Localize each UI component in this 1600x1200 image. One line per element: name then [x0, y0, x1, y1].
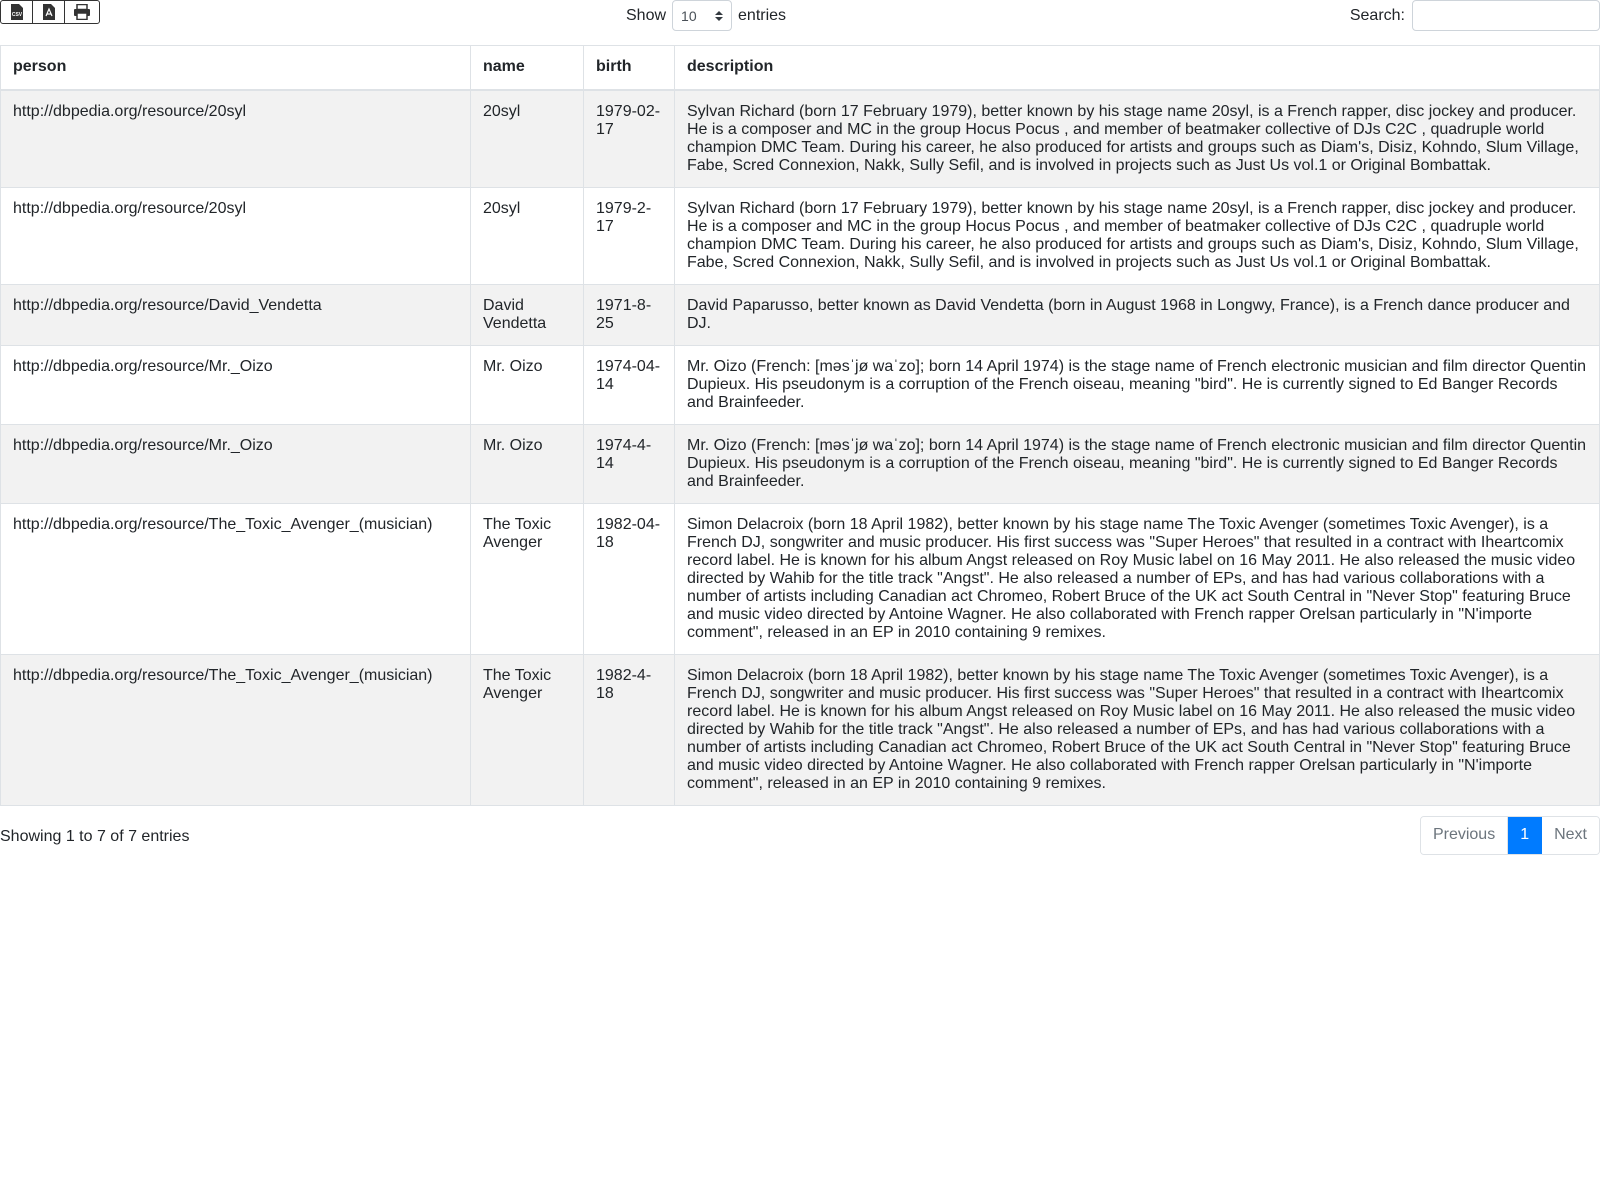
cell-birth: 1982-4-18: [584, 654, 675, 805]
table-row: [1, 424, 1600, 503]
cell-name: The Toxic Avenger: [471, 503, 584, 654]
cell-birth: 1974-04-14: [584, 345, 675, 424]
table-row: [1, 503, 1600, 654]
csv-export-button[interactable]: [1, 1, 33, 23]
cell-birth: 1979-02-17: [584, 90, 675, 188]
column-header-person[interactable]: person: [1, 46, 471, 90]
print-icon: [73, 4, 91, 20]
search-label: Search:: [1349, 6, 1405, 24]
cell-person: http://dbpedia.org/resource/Mr._Oizo: [1, 345, 471, 424]
pdf-export-button[interactable]: [33, 1, 65, 23]
table-row: [1, 90, 1600, 188]
cell-description: Mr. Oizo (French: [məsˈjø waˈzo]; born 14 April 1974) is the stage name of French electronic musician and film director Quentin Dupieux. His pseudonym is a corruption of the French oiseau, meaning "bird". He is currently signed to Ed Banger Records and Brainfeeder.: [675, 345, 1600, 424]
next-page-button[interactable]: Next: [1542, 817, 1599, 854]
cell-name: Mr. Oizo: [471, 424, 584, 503]
cell-name: 20syl: [471, 187, 584, 284]
cell-description: Simon Delacroix (born 18 April 1982), better known by his stage name The Toxic Avenger (sometimes Toxic Avenger), is a French DJ, songwriter and music producer. His first success was "Super Heroes" that resulted in a contract with Iheartcomix record label. He is known for his album Angst released on Roy Music label on 16 May 2011. He also released the music video directed by Wahib for the title track "Angst". He also released a number of EPs, and has had various collaborations with a number of artists including Canadian act Chromeo, Robert Bruce of the UK act South Central in "Never Stop" featuring Bruce and music video directed by Antoine Wagner. He also collaborated with French rapper Orelsan particularly in "N'importe comment", released in an EP in 2010 containing 9 remixes.: [675, 503, 1600, 654]
cell-name: 20syl: [471, 90, 584, 188]
svg-text:CSV: CSV: [11, 12, 22, 18]
search-input[interactable]: [1412, 0, 1600, 31]
table-row: [1, 284, 1600, 345]
show-label: Show: [626, 6, 667, 24]
entries-length-control: [626, 0, 786, 31]
page-1-button[interactable]: 1: [1508, 817, 1542, 854]
table-header-row: [1, 46, 1600, 90]
cell-description: David Paparusso, better known as David Vendetta (born in August 1968 in Longwy, France), is a French dance producer and DJ.: [675, 284, 1600, 345]
cell-name: David Vendetta: [471, 284, 584, 345]
export-button-group: [0, 0, 100, 24]
cell-description: Simon Delacroix (born 18 April 1982), better known by his stage name The Toxic Avenger (sometimes Toxic Avenger), is a French DJ, songwriter and music producer. His first success was "Super Heroes" that resulted in a contract with Iheartcomix record label. He is known for his album Angst released on Roy Music label on 16 May 2011. He also released the music video directed by Wahib for the title track "Angst". He also released a number of EPs, and has had various collaborations with a number of artists including Canadian act Chromeo, Robert Bruce of the UK act South Central in "Never Stop" featuring Bruce and music video directed by Antoine Wagner. He also collaborated with French rapper Orelsan particularly in "N'importe comment", released in an EP in 2010 containing 9 remixes.: [675, 654, 1600, 805]
column-header-name[interactable]: name: [471, 46, 584, 90]
column-header-birth[interactable]: birth: [584, 46, 675, 90]
table-footer: [0, 806, 1600, 866]
entries-length-select[interactable]: [672, 0, 732, 31]
cell-birth: 1979-2-17: [584, 187, 675, 284]
cell-person: http://dbpedia.org/resource/20syl: [1, 187, 471, 284]
select-caret-icon: [715, 11, 723, 21]
print-button[interactable]: [65, 1, 99, 23]
cell-birth: 1971-8-25: [584, 284, 675, 345]
entries-info: Showing 1 to 7 of 7 entries: [0, 827, 190, 845]
cell-person: http://dbpedia.org/resource/Mr._Oizo: [1, 424, 471, 503]
cell-birth: 1974-4-14: [584, 424, 675, 503]
cell-person: http://dbpedia.org/resource/20syl: [1, 90, 471, 188]
table-controls: [0, 0, 1600, 45]
table-row: [1, 654, 1600, 805]
cell-description: Sylvan Richard (born 17 February 1979), better known by his stage name 20syl, is a French rapper, disc jockey and producer. He is a composer and MC in the group Hocus Pocus , and member of beatmaker collective of DJs C2C , quadruple world champion DMC Team. During his career, he also produced for artists and groups such as Diam's, Disiz, Kohndo, Slum Village, Fabe, Scred Connexion, Nakk, Sully Sefil, and is involved in projects such as Just Us vol.1 or Original Bombattak.: [675, 90, 1600, 188]
search-control: [1350, 0, 1600, 31]
pagination: [1420, 816, 1600, 855]
table-row: [1, 345, 1600, 424]
column-header-description[interactable]: description: [675, 46, 1600, 90]
cell-description: Sylvan Richard (born 17 February 1979), better known by his stage name 20syl, is a French rapper, disc jockey and producer. He is a composer and MC in the group Hocus Pocus , and member of beatmaker collective of DJs C2C , quadruple world champion DMC Team. During his career, he also produced for artists and groups such as Diam's, Disiz, Kohndo, Slum Village, Fabe, Scred Connexion, Nakk, Sully Sefil, and is involved in projects such as Just Us vol.1 or Original Bombattak.: [675, 187, 1600, 284]
cell-name: Mr. Oizo: [471, 345, 584, 424]
csv-file-icon: [10, 4, 24, 20]
pdf-file-icon: [42, 4, 56, 20]
cell-birth: 1982-04-18: [584, 503, 675, 654]
results-table: [0, 45, 1600, 806]
cell-description: Mr. Oizo (French: [məsˈjø waˈzo]; born 14 April 1974) is the stage name of French electronic musician and film director Quentin Dupieux. His pseudonym is a corruption of the French oiseau, meaning "bird". He is currently signed to Ed Banger Records and Brainfeeder.: [675, 424, 1600, 503]
cell-person: http://dbpedia.org/resource/The_Toxic_Avenger_(musician): [1, 654, 471, 805]
table-row: [1, 187, 1600, 284]
entries-length-value: 10: [681, 7, 697, 24]
previous-page-button[interactable]: Previous: [1421, 817, 1508, 854]
cell-name: The Toxic Avenger: [471, 654, 584, 805]
cell-person: http://dbpedia.org/resource/David_Vendetta: [1, 284, 471, 345]
entries-label: entries: [738, 6, 787, 24]
cell-person: http://dbpedia.org/resource/The_Toxic_Avenger_(musician): [1, 503, 471, 654]
